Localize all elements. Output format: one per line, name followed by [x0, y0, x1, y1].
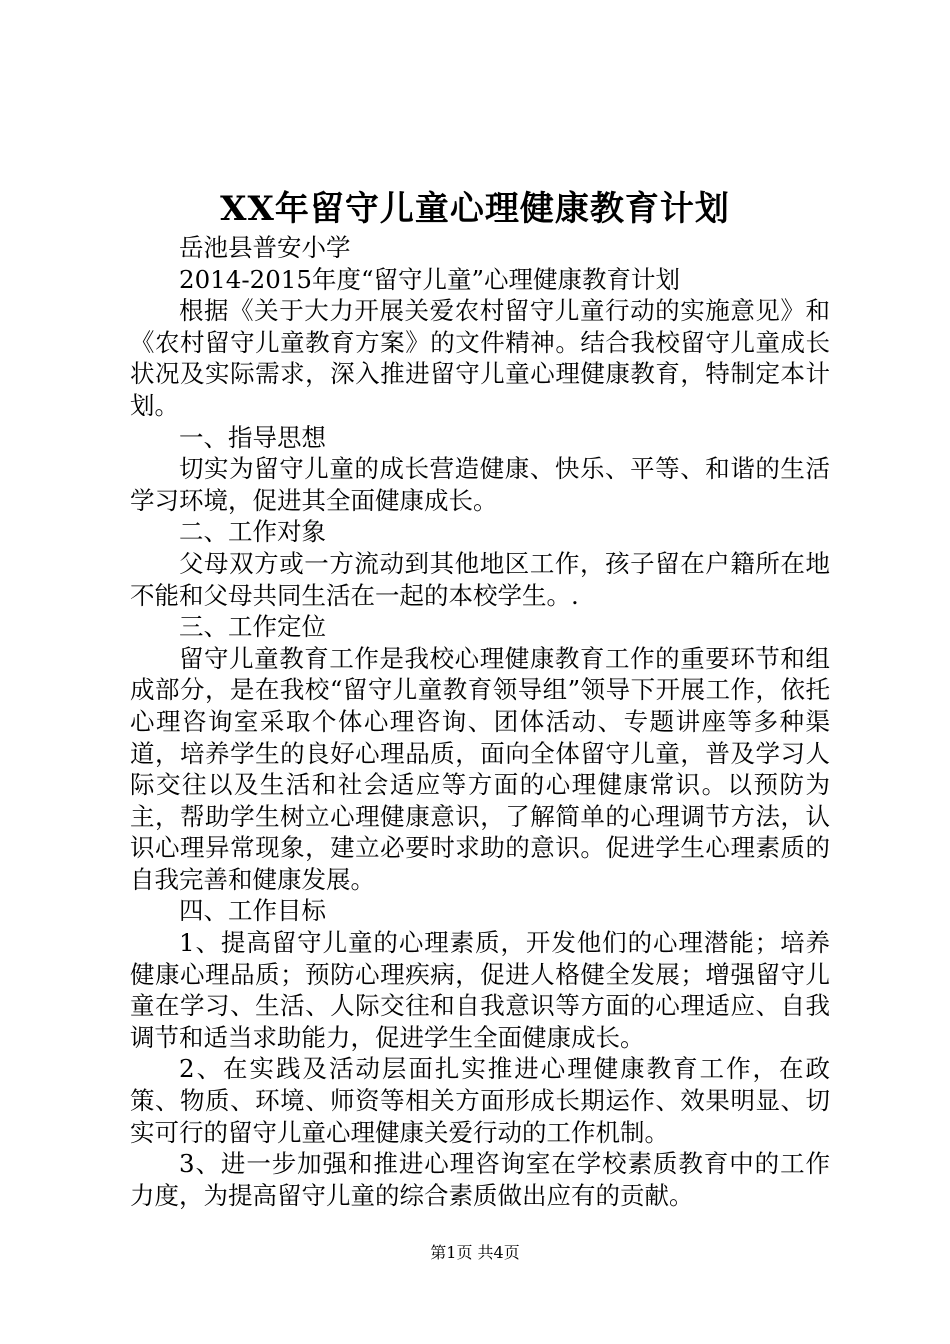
section-heading-work-positioning: 三、工作定位: [179, 612, 326, 642]
section-heading-work-goals: 四、工作目标: [179, 896, 326, 926]
goal-item-1: 1、提高留守儿童的心理素质，开发他们的心理潜能；培养健康心理品质；预防心理疾病，促进人格健全发展；增强留守儿童在学习、生活、人际交往和自我意识等方面的心理适应、自我调节和适当求助能力，促进学生全面健康成长。: [130, 928, 830, 1052]
school-name: 岳池县普安小学: [179, 233, 351, 262]
page-footer: 第1页 共4页: [430, 1243, 520, 1262]
work-target-paragraph: 父母双方或一方流动到其他地区工作，孩子留在户籍所在地不能和父母共同生活在一起的本校学生。.: [130, 548, 830, 610]
work-positioning-paragraph: 留守儿童教育工作是我校心理健康教育工作的重要环节和组成部分，是在我校“留守儿童教育领导组”领导下开展工作，依托心理咨询室采取个体心理咨询、团体活动、专题讲座等多种渠道，培养学生的良好心理品质，面向全体留守儿童，普及学习人际交往以及生活和社会适应等方面的心理健康常识。以预防为主，帮助学生树立心理健康意识，了解简单的心理调节方法，认识心理异常现象，建立必要时求助的意识。促进学生心理素质的自我完善和健康发展。: [130, 643, 830, 894]
plan-subtitle: 2014-2015年度“留守儿童”心理健康教育计划: [179, 264, 681, 294]
section-heading-guiding-thought: 一、指导思想: [179, 422, 326, 452]
goal-item-2: 2、在实践及活动层面扎实推进心理健康教育工作，在政策、物质、环境、师资等相关方面形成长期运作、效果明显、切实可行的留守儿童心理健康关爱行动的工作机制。: [130, 1054, 830, 1147]
section-heading-work-target: 二、工作对象: [179, 517, 326, 547]
guiding-thought-paragraph: 切实为留守儿童的成长营造健康、快乐、平等、和谐的生活学习环境，促进其全面健康成长。: [130, 454, 830, 515]
document-body: [130, 232, 830, 1211]
document-title: XX年留守儿童心理健康教育计划: [220, 189, 730, 229]
goal-item-3: 3、进一步加强和推进心理咨询室在学校素质教育中的工作力度，为提高留守儿童的综合素质做出应有的贡献。: [130, 1149, 830, 1210]
intro-paragraph: 根据《关于大力开展关爱农村留守儿童行动的实施意见》和《农村留守儿童教育方案》的文件精神。结合我校留守儿童成长状况及实际需求，深入推进留守儿童心理健康教育，特制定本计划。: [130, 296, 830, 420]
